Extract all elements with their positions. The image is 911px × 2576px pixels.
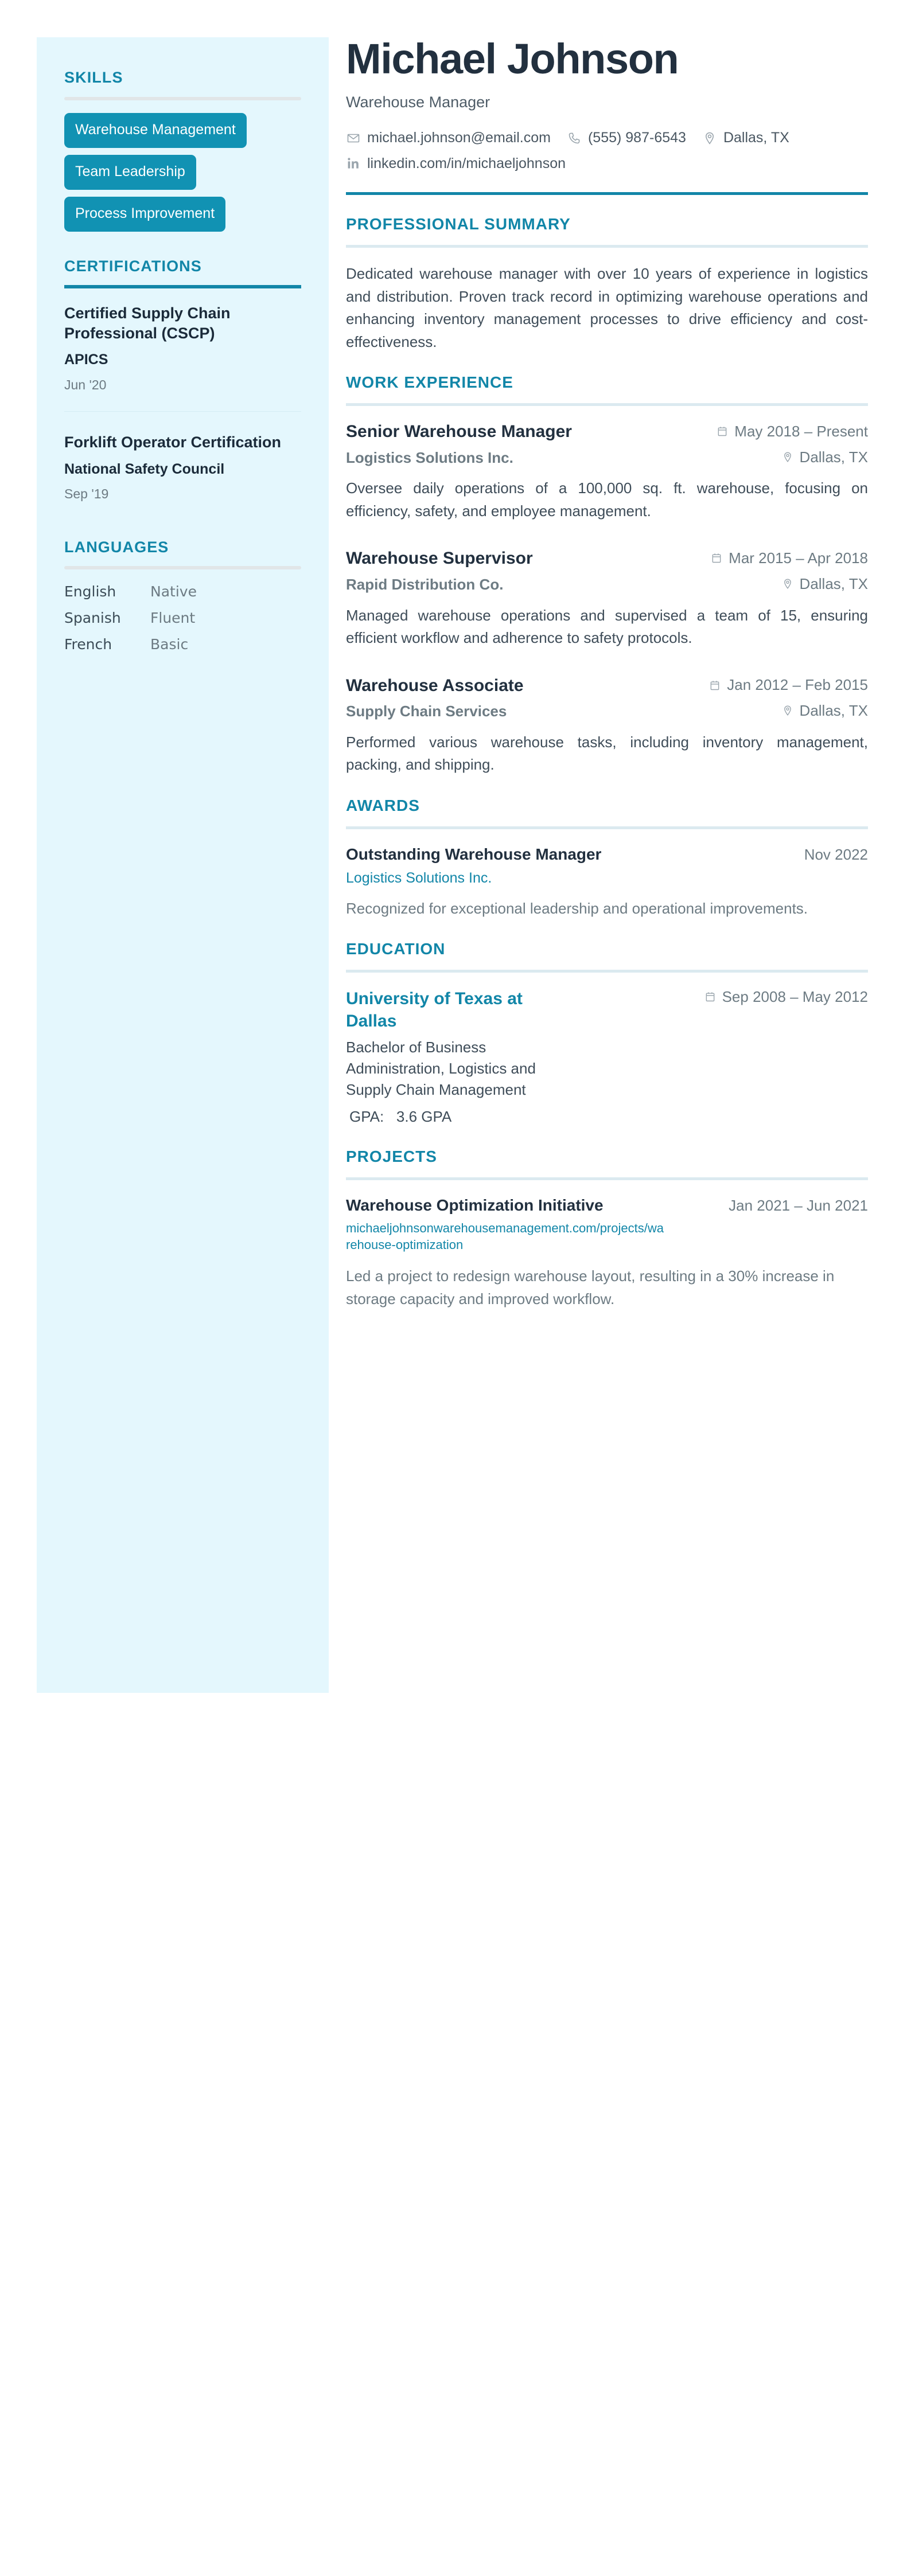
experience-location: Dallas, TX <box>799 702 868 720</box>
experience-location-group <box>781 575 868 594</box>
experience-description: Performed various warehouse tasks, including inventory management, packing, and shipping. <box>346 733 868 774</box>
certification-org: National Safety Council <box>64 460 225 477</box>
education-entry <box>346 988 868 1127</box>
projects-heading: PROJECTS <box>346 1147 437 1165</box>
section-awards <box>346 797 868 920</box>
language-row <box>64 608 301 628</box>
experience-description: Oversee daily operations of a 100,000 sq. ft. warehouse, focusing on efficiency, safety, and employee management. <box>346 479 868 520</box>
page-title: Michael Johnson <box>346 35 679 83</box>
header-divider <box>346 192 868 195</box>
education-divider <box>346 970 868 973</box>
education-gpa-label: GPA: <box>349 1107 384 1125</box>
skill-tag[interactable]: Warehouse Management <box>64 113 247 148</box>
skill-tag-list <box>64 113 301 239</box>
certification-date: Jun '20 <box>64 377 107 392</box>
language-level: Fluent <box>150 610 196 627</box>
section-professional-summary <box>346 216 868 353</box>
experience-location-group <box>781 701 868 720</box>
contact-row-primary <box>346 128 868 147</box>
experience-org: Supply Chain Services <box>346 702 507 720</box>
contact-linkedin[interactable] <box>346 154 566 173</box>
sidebar-skills-heading: SKILLS <box>64 69 123 86</box>
award-org: Logistics Solutions Inc. <box>346 869 492 886</box>
sidebar-section-languages <box>64 539 301 654</box>
experience-title: Warehouse Supervisor <box>346 549 533 568</box>
experience-date: May 2018 – Present <box>734 422 868 440</box>
education-gpa <box>346 1106 570 1127</box>
award-description: Recognized for exceptional leadership and operational improvements. <box>346 899 808 917</box>
experience-title: Warehouse Associate <box>346 676 524 695</box>
certification-org: APICS <box>64 352 108 368</box>
sidebar-certifications-divider <box>64 285 301 288</box>
contact-location <box>702 128 789 147</box>
contact-linkedin-text: linkedin.com/in/michaeljohnson <box>367 155 566 171</box>
education-gpa-value: 3.6 GPA <box>396 1107 452 1125</box>
experience-description: Managed warehouse operations and supervised a team of 15, ensuring efficient workflow and adherence to safety protocols. <box>346 606 868 647</box>
certification-item <box>64 303 301 396</box>
language-name: French <box>64 635 112 653</box>
job-subtitle: Warehouse Manager <box>346 93 490 111</box>
sidebar-certifications-heading: CERTIFICATIONS <box>64 257 202 275</box>
summary-heading: PROFESSIONAL SUMMARY <box>346 215 571 233</box>
education-degree: Bachelor of Business Administration, Logistics and Supply Chain Management <box>346 1039 536 1099</box>
sidebar <box>37 37 329 1693</box>
sidebar-skills-divider <box>64 97 301 100</box>
summary-divider <box>346 245 868 248</box>
education-date: Sep 2008 – May 2012 <box>722 988 868 1006</box>
contact-email[interactable] <box>346 128 551 147</box>
contact-row-secondary <box>346 154 868 173</box>
sidebar-languages-heading: LANGUAGES <box>64 538 169 556</box>
sidebar-languages-divider <box>64 566 301 569</box>
skill-tag[interactable]: Process Improvement <box>64 197 225 232</box>
map-pin-icon <box>781 577 794 590</box>
resume-header <box>346 37 868 195</box>
project-title: Warehouse Optimization Initiative <box>346 1196 604 1214</box>
linkedin-icon <box>346 156 361 171</box>
experience-location-group <box>781 448 868 467</box>
awards-divider <box>346 826 868 829</box>
experience-date-group <box>708 676 868 694</box>
project-date: Jan 2021 – Jun 2021 <box>729 1196 868 1214</box>
language-row <box>64 582 301 602</box>
experience-location: Dallas, TX <box>799 575 868 592</box>
experience-date-group <box>716 422 868 441</box>
experience-heading: WORK EXPERIENCE <box>346 373 513 392</box>
experience-location: Dallas, TX <box>799 448 868 466</box>
projects-divider <box>346 1177 868 1180</box>
certification-separator <box>64 411 301 412</box>
section-projects <box>346 1148 868 1310</box>
map-pin-icon <box>702 131 717 146</box>
language-name: Spanish <box>64 610 121 627</box>
phone-icon <box>567 131 582 146</box>
skill-tag[interactable]: Team Leadership <box>64 155 196 190</box>
map-pin-icon <box>781 451 794 463</box>
calendar-icon <box>716 425 729 438</box>
award-title: Outstanding Warehouse Manager <box>346 845 602 863</box>
education-heading: EDUCATION <box>346 940 446 958</box>
certification-name: Certified Supply Chain Professional (CSCP) <box>64 305 231 342</box>
calendar-icon <box>708 679 721 692</box>
contact-email-text: michael.johnson@email.com <box>367 130 551 146</box>
language-name: English <box>64 583 116 600</box>
calendar-icon <box>710 552 723 564</box>
award-entry <box>346 844 868 920</box>
sidebar-section-certifications <box>64 258 301 506</box>
language-row <box>64 635 301 654</box>
experience-org: Logistics Solutions Inc. <box>346 448 513 466</box>
summary-text: Dedicated warehouse manager with over 10 years of experience in logistics and distribution. Proven track record in optimizing warehouse operations and enhancing inventory management processes to drive efficiency and cost-effectiveness. <box>346 265 868 350</box>
project-url[interactable]: michaeljohnsonwarehousemanagement.com/projects/warehouse-optimization <box>346 1220 664 1252</box>
award-date: Nov 2022 <box>804 845 868 863</box>
certification-date: Sep '19 <box>64 486 109 502</box>
section-work-experience <box>346 374 868 776</box>
education-school: University of Texas at Dallas <box>346 989 523 1031</box>
experience-entry <box>346 548 868 649</box>
experience-date-group <box>710 549 868 568</box>
contact-location-text: Dallas, TX <box>723 130 789 146</box>
experience-date: Mar 2015 – Apr 2018 <box>729 549 868 567</box>
contact-phone-text: (555) 987-6543 <box>587 130 686 146</box>
experience-entry <box>346 675 868 776</box>
certification-item <box>64 432 301 505</box>
main-content <box>346 37 868 1310</box>
experience-org: Rapid Distribution Co. <box>346 576 504 594</box>
experience-entry <box>346 421 868 522</box>
sidebar-section-skills <box>64 69 301 239</box>
project-description: Led a project to redesign warehouse layout, resulting in a 30% increase in storage capacity and improved workflow. <box>346 1267 835 1307</box>
language-level: Native <box>150 583 197 600</box>
experience-divider <box>346 403 868 406</box>
awards-heading: AWARDS <box>346 796 420 814</box>
envelope-icon <box>346 131 361 146</box>
contact-phone[interactable] <box>567 128 686 147</box>
certification-name: Forklift Operator Certification <box>64 434 282 451</box>
experience-date: Jan 2012 – Feb 2015 <box>727 676 868 694</box>
map-pin-icon <box>781 704 794 717</box>
section-education <box>346 940 868 1127</box>
calendar-icon <box>704 990 717 1003</box>
education-date-group <box>704 988 868 1006</box>
language-level: Basic <box>150 635 189 653</box>
experience-title: Senior Warehouse Manager <box>346 422 572 441</box>
project-entry <box>346 1195 868 1310</box>
